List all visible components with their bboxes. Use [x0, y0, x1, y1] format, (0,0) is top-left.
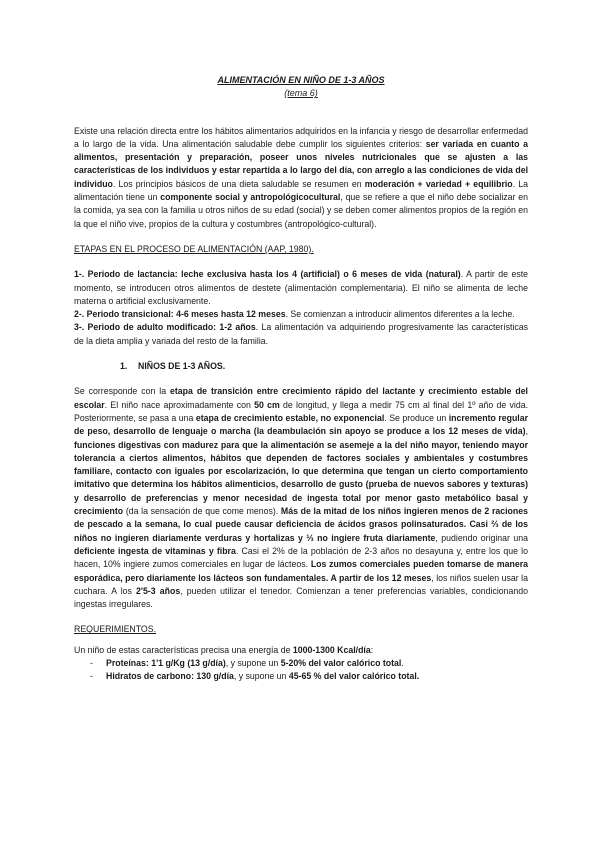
- text-run: ser variada en cuanto a alimentos, presentación y preparación, poseer unos niveles nutricionales que se ajusten a las características de los individuos y estar repartida a lo largo del día, con arreglo a las condiciones de vida del individuo: [74, 138, 528, 189]
- text-run: , y supone un: [225, 657, 281, 668]
- text-run: , pueden utilizar el tenedor. Comienzan a tener preferencias variables, condicionando ingestas irregulares.: [74, 585, 528, 610]
- etapa-item-2: [74, 308, 528, 321]
- requerimiento-item-proteinas: [74, 657, 528, 670]
- text-run: 1000-1300 Kcal/día: [292, 644, 371, 655]
- text-run: (da la sensación de que come menos).: [123, 506, 281, 517]
- ninos-paragraph: [74, 385, 528, 611]
- text-run: 1-. Periodo de lactancia: leche exclusiva hasta los 4 (artificial) o 6 meses de vida (natural): [74, 269, 461, 280]
- text-run: deficiente ingesta de vitaminas y fibra: [74, 545, 236, 556]
- text-run: . A partir de este momento, se introducen otros alimentos de destete (alimentación complementaria). El niño se alimenta de leche materna o artificial exclusivamente.: [74, 269, 528, 306]
- section-number: 1.: [120, 361, 128, 372]
- text-run: Un niño de estas características precisa una energía de: [74, 644, 293, 655]
- text-run: . El niño nace aproximadamente con: [104, 399, 255, 410]
- text-run: Proteínas: 1'1 g/Kg (13 g/día): [106, 657, 226, 668]
- text-run: componente social y antropológicocultural: [160, 192, 341, 203]
- text-run: 50 cm: [254, 399, 280, 410]
- text-run: , los niños suelen usar la cuchara. A los: [74, 572, 528, 596]
- text-run: .: [401, 657, 404, 668]
- text-run: . Casi el 2% de la población de 2-3 años no desayuna y, entre los que lo hacen, 10% ingiere zumos comerciales en lugar de lácteos.: [74, 545, 528, 570]
- text-run: Se corresponde con la: [74, 386, 171, 397]
- text-run: :: [370, 644, 374, 655]
- intro-paragraph: [74, 125, 528, 231]
- requerimientos-heading: REQUERIMIENTOS.: [74, 624, 157, 635]
- text-run: 2'5-3 años: [136, 585, 181, 596]
- text-run: etapa de transición entre crecimiento rápido del lactante y crecimiento estable del escolar: [74, 386, 528, 410]
- etapa-item-3: [74, 321, 528, 348]
- text-run: Hidratos de carbono: 130 g/día: [106, 671, 234, 682]
- etapas-heading: ETAPAS EN EL PROCESO DE ALIMENTACIÓN (AAP, 1980).: [74, 243, 314, 254]
- text-run: 3-. Periodo de adulto modificado: 1-2 años: [74, 322, 256, 333]
- text-run: 2-. Periodo transicional: 4-6 meses hasta 12 meses: [74, 309, 286, 320]
- text-run: . La alimentación va adquiriendo progresivamente las características de la dieta amplia y variada del resto de la familia.: [74, 322, 528, 346]
- requerimientos-intro: [74, 644, 528, 657]
- text-run: , que se refiere a que el niño debe socializar en la comida, ya sea con la familia u otros niños de su edad (social) y se deben comer alimentos propios de la región en la que el niño vive, propios de la cultura y costumbres (antropológico-cultural).: [74, 192, 528, 229]
- text-run: Existe una relación directa entre los hábitos alimentarios adquiridos en la infancia y riesgo de desarrollar enfermedad a lo largo de la vida. Una alimentación saludable debe cumplir los siguientes criterios:: [74, 125, 528, 149]
- text-run: . Se comienzan a introducir alimentos diferentes a la leche.: [285, 309, 515, 320]
- text-run: ,: [525, 426, 528, 437]
- text-run: Más de la mitad de los niños ingieren menos de 2 raciones de pescado a la semana, lo cual puede causar deficiencia de ácidos grasos polinsaturados. Casi ⅔ de los niños no ingieren diariamente verduras y hortalizas y ⅓ no ingiere fruta diariamente: [74, 506, 528, 543]
- section-heading-ninos: [120, 360, 528, 373]
- text-run: . Se produce un: [384, 412, 449, 423]
- requerimientos-list: [74, 657, 528, 684]
- document-title: ALIMENTACIÓN EN NIÑO DE 1-3 AÑOS: [217, 75, 385, 85]
- text-run: 45-65 % del valor calórico total.: [288, 671, 420, 682]
- requerimiento-item-hidratos: [74, 670, 528, 683]
- text-run: , pudiendo originar una: [435, 532, 529, 543]
- document-page: [74, 74, 528, 684]
- text-run: etapa de crecimiento estable, no exponencial: [195, 412, 385, 423]
- text-run: funciones digestivas con madurez para que la alimentación se asemeje a la del niño mayor, teniendo mayor tolerancia a ciertos alimentos, hábitos que dependen de factores sociales y ambientales y costumbres familiare, contacto con iguales por escolarización, lo que determina que tengan un cierto comportamiento imitativo que determina los hábitos alimenticios, desarrollo de gusto (prueba de nuevos sabores y texturas) y desarrollo de preferencias y menor necesidad de ingesta total por menor gasto metabólico basal y crecimiento: [74, 439, 528, 517]
- text-run: , y supone un: [233, 671, 289, 682]
- text-run: moderación + variedad + equilibrio: [364, 178, 513, 189]
- text-run: incremento regular de peso, desarrollo de lenguaje o marcha (la deambulación sin apoyo se produce a los 12 meses de vida): [74, 412, 528, 437]
- etapa-item-1: [74, 268, 528, 308]
- text-run: Los zumos comerciales pueden tomarse de manera esporádica, pero diariamente los lácteos son fundamentales. A partir de los 12 meses: [74, 559, 528, 583]
- text-run: . La alimentación tiene un: [74, 178, 528, 203]
- text-run: . Los principios básicos de una dieta saludable se resumen en: [112, 178, 365, 189]
- section-title: NIÑOS DE 1-3 AÑOS.: [138, 361, 226, 372]
- text-run: 5-20% del valor calórico total: [280, 657, 402, 668]
- document-subtitle: (tema 6): [284, 88, 318, 99]
- text-run: de longitud, y llega a medir 75 cm al final del 1º año de vida. Posteriormente, se pasa a una: [74, 399, 528, 423]
